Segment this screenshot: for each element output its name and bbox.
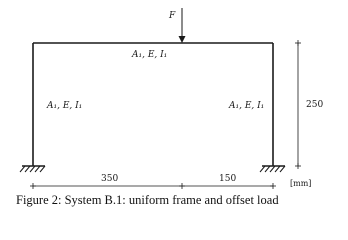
load-arrow [179, 8, 186, 43]
height-dimension-line [295, 40, 301, 169]
top-beam-label: A₁, E, I₁ [132, 50, 168, 60]
left-span-dimension-label: 350 [101, 174, 119, 184]
figure-caption: Figure 2: System B.1: uniform frame and offset load [16, 193, 279, 207]
right-column-label: A₁, E, I₁ [229, 101, 265, 111]
left-column-label: A₁, E, I₁ [47, 101, 83, 111]
unit-label: [mm] [290, 179, 312, 188]
right-span-dimension-label: 150 [219, 174, 237, 184]
right-fixed-support [260, 166, 285, 172]
span-dimension-line [30, 183, 276, 189]
left-fixed-support [20, 166, 45, 172]
height-dimension-label: 250 [306, 100, 324, 110]
load-label: F [169, 11, 176, 21]
